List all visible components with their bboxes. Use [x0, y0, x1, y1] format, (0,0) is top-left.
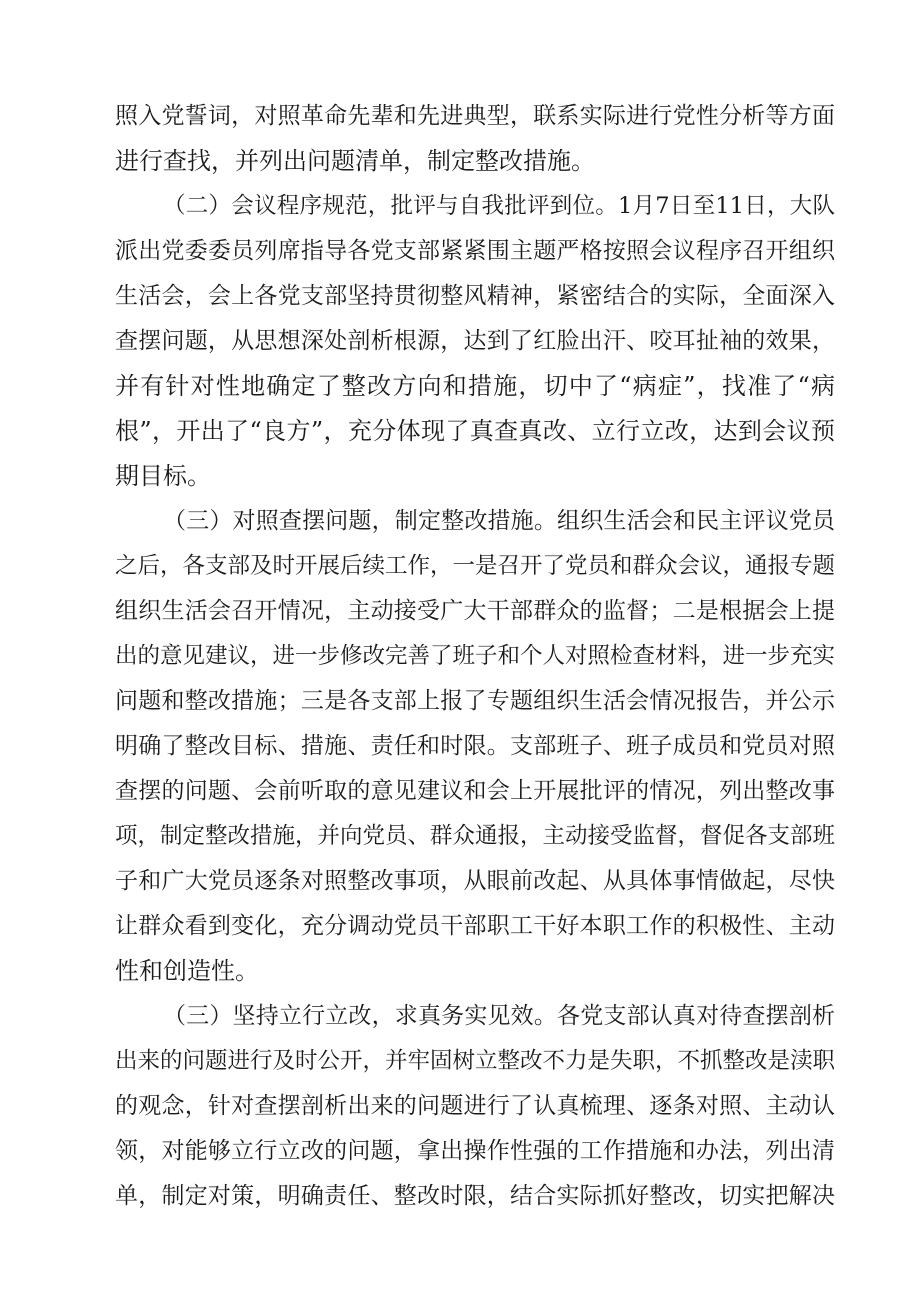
paragraph-line: 子和广大党员逐条对照整改事项，从眼前改起、从具体事情做起，尽快	[115, 868, 835, 894]
paragraph-line: 出的意见建议，进一步修改完善了班子和个人对照检查材料，进一步充实	[115, 643, 835, 669]
paragraph-line: 照入党誓词，对照革命先辈和先进典型，联系实际进行党性分析等方面	[115, 103, 835, 129]
paragraph-line: 期目标。	[115, 462, 211, 490]
paragraph-line: 查摆问题，从思想深处剖析根源，达到了红脸出汗、咬耳扯袖的效果，	[115, 328, 835, 354]
paragraph-line: 生活会，会上各党支部坚持贯彻整风精神，紧密结合的实际，全面深入	[115, 283, 835, 309]
paragraph-line: 根”，开出了“良方”，充分体现了真查真改、立行立改，达到会议预	[115, 417, 835, 445]
paragraph-line: 让群众看到变化，充分调动党员干部职工干好本职工作的积极性、主动	[115, 913, 835, 939]
paragraph-line-indent: （三）坚持立行立改，求真务实见效。各党支部认真对待查摆剖析	[163, 1003, 835, 1029]
paragraph-line: 组织生活会召开情况，主动接受广大干部群众的监督；二是根据会上提	[115, 598, 835, 624]
paragraph-line: 派出党委委员列席指导各党支部紧紧围主题严格按照会议程序召开组织	[115, 238, 835, 264]
paragraph-line: 出来的问题进行及时公开，并牢固树立整改不力是失职，不抓整改是渎职	[115, 1048, 835, 1074]
paragraph-line-indent: （三）对照查摆问题，制定整改措施。组织生活会和民主评议党员	[163, 508, 835, 534]
paragraph-line: 的观念，针对查摆剖析出来的问题进行了认真梳理、逐条对照、主动认	[115, 1093, 835, 1119]
paragraph-line: 项，制定整改措施，并向党员、群众通报，主动接受监督，督促各支部班	[115, 823, 835, 849]
paragraph-line: 并有针对性地确定了整改方向和措施，切中了“病症”，找准了“病	[115, 372, 835, 400]
paragraph-line: 单，制定对策，明确责任、整改时限，结合实际抓好整改，切实把解决	[115, 1183, 835, 1209]
paragraph-line-indent: （二）会议程序规范，批评与自我批评到位。1月7日至11日，大队	[163, 193, 835, 219]
paragraph-line: 进行查找，并列出问题清单，制定整改措施。	[115, 147, 595, 175]
paragraph-line: 之后，各支部及时开展后续工作，一是召开了党员和群众会议，通报专题	[115, 553, 835, 579]
paragraph-line: 领，对能够立行立改的问题，拿出操作性强的工作措施和办法，列出清	[115, 1138, 835, 1164]
paragraph-line: 查摆的问题、会前听取的意见建议和会上开展批评的情况，列出整改事	[115, 778, 835, 804]
paragraph-line: 性和创造性。	[115, 957, 259, 985]
paragraph-line: 问题和整改措施；三是各支部上报了专题组织生活会情况报告，并公示	[115, 688, 835, 714]
paragraph-line: 明确了整改目标、措施、责任和时限。支部班子、班子成员和党员对照	[115, 733, 835, 759]
